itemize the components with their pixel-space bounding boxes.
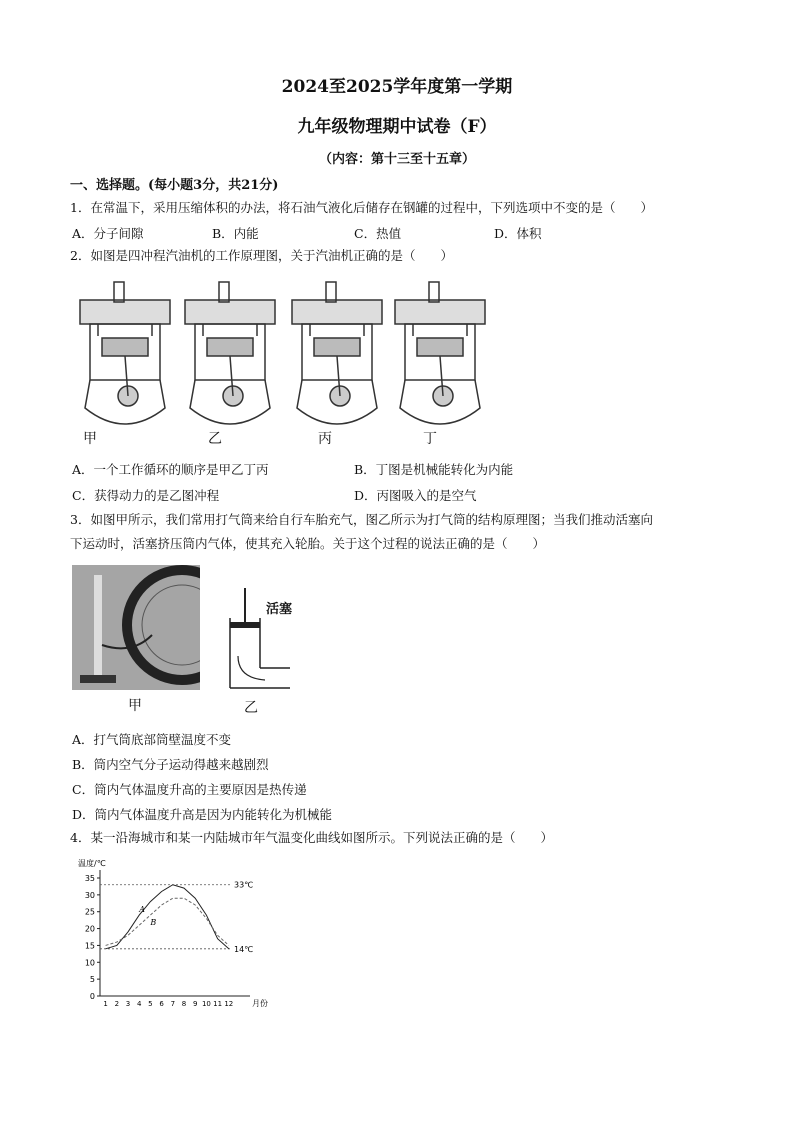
series-line-A	[106, 885, 229, 949]
y-axis-label: 温度/℃	[78, 859, 106, 868]
y-tick-label: 15	[84, 941, 95, 951]
x-tick-label: 9	[192, 1000, 198, 1008]
q2-option-b: B．丁图是机械能转化为内能	[354, 462, 514, 477]
exam-title-year: 2024至2025学年度第一学期	[281, 77, 513, 97]
q1-option-a: A．分子间隙	[72, 226, 144, 241]
y-tick-label: 35	[84, 874, 95, 883]
annotation-max: 33℃	[234, 880, 254, 890]
q3-fig-label-jia: 甲	[128, 698, 142, 714]
y-tick-label: 25	[84, 907, 95, 917]
engine-diagrams	[70, 278, 490, 453]
y-tick-label: 30	[84, 890, 95, 900]
bicycle-pump-photo	[72, 565, 200, 690]
q1-option-c: C．热值	[354, 226, 402, 241]
fig-label-yi: 乙	[208, 431, 222, 447]
y-tick-label: 20	[84, 924, 95, 934]
fig-label-bing: 丙	[318, 431, 332, 447]
piston-label: 活塞	[266, 602, 293, 617]
fig-label-jia: 甲	[83, 431, 97, 447]
x-tick-label: 6	[159, 1000, 164, 1008]
q2-option-d: D．丙图吸入的是空气	[354, 488, 477, 503]
q1-option-d: D．体积	[494, 226, 542, 241]
fig-label-ding: 丁	[423, 431, 437, 447]
question-3-stem-line1: 3．如图甲所示，我们常用打气筒来给自行车胎充气，图乙所示为打气筒的结构原理图；当我们推动活塞向	[70, 512, 653, 527]
question-1-stem: 1．在常温下，采用压缩体积的办法，将石油气液化后储存在钢罐的过程中，下列选项中不变的是（ ）	[70, 200, 653, 215]
question-4-stem: 4．某一沿海城市和某一内陆城市年气温变化曲线如图所示。下列说法正确的是（ ）	[70, 830, 553, 845]
q3-option-c: C．筒内气体温度升高的主要原因是热传递	[72, 782, 307, 797]
annotation-min: 14℃	[234, 944, 254, 954]
q2-option-c: C．获得动力的是乙图冲程	[72, 488, 220, 503]
question-3-stem-line2: 下运动时，活塞挤压筒内气体，使其充入轮胎。关于这个过程的说法正确的是（ ）	[70, 536, 546, 551]
q1-option-b: B．内能	[212, 226, 259, 241]
exam-title-subject: 九年级物理期中试卷（F）	[297, 117, 497, 137]
x-tick-label: 8	[181, 1000, 187, 1008]
series-label-A: A	[139, 905, 145, 915]
x-axis-label: 月份	[252, 999, 268, 1008]
question-2-stem: 2．如图是四冲程汽油机的工作原理图，关于汽油机正确的是（ ）	[70, 248, 453, 263]
x-tick-label: 4	[136, 1000, 142, 1008]
q2-option-a: A．一个工作循环的顺序是甲乙丁丙	[72, 462, 269, 477]
y-tick-label: 5	[89, 975, 95, 985]
x-tick-label: 5	[148, 1000, 153, 1008]
q3-fig-label-yi: 乙	[244, 700, 258, 716]
exam-content-note: （内容：第十三至十五章）	[318, 152, 475, 167]
engine-stroke-figures	[70, 278, 490, 453]
y-tick-label: 10	[84, 958, 95, 968]
q3-option-a: A．打气筒底部筒壁温度不变	[72, 732, 232, 747]
q3-option-b: B．筒内空气分子运动得越来越剧烈	[72, 757, 269, 772]
series-label-B: B	[150, 918, 157, 928]
x-tick-label: 3	[125, 1000, 131, 1008]
x-tick-label: 1	[103, 1000, 108, 1008]
temperature-chart	[70, 858, 270, 1008]
section-heading: 一、选择题。(每小题3分，共21分)	[70, 178, 279, 193]
series-line-B	[106, 898, 229, 945]
x-tick-label: 2	[114, 1000, 120, 1008]
x-tick-label: 10	[201, 1000, 211, 1008]
x-tick-label: 12	[224, 1000, 234, 1008]
pump-cylinder-svg	[220, 578, 300, 693]
y-tick-label: 0	[89, 992, 95, 1001]
bicycle-wheel-image	[72, 565, 200, 690]
q3-option-d: D．筒内气体温度升高是因为内能转化为机械能	[72, 807, 333, 822]
temperature-chart-svg	[70, 858, 270, 1008]
pump-structure-diagram	[220, 578, 300, 693]
x-tick-label: 11	[213, 1000, 223, 1008]
x-tick-label: 7	[170, 1000, 176, 1008]
